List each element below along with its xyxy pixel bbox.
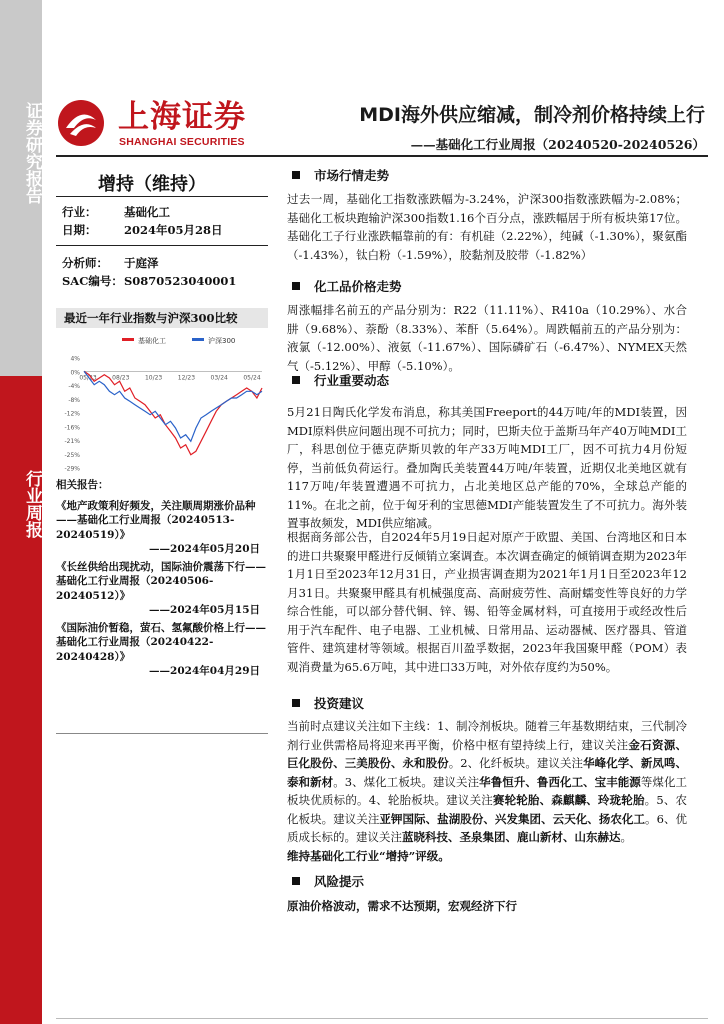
series-line-hs300 (84, 371, 262, 441)
section-title: 化工品价格走势 (314, 279, 402, 294)
meta-analyst (62, 255, 159, 271)
section-body (287, 897, 687, 916)
chart-svg (56, 330, 268, 474)
y-tick-label: -29% (64, 465, 80, 473)
rating-statement: 维持基础化工行业“增持”评级。 (287, 848, 450, 863)
news-paragraph-2: 根据商务部公告，自2024年5月19日起对原产于欧盟、美国、台湾地区和日本的进口共聚聚甲醛进行反倾销立案调查。本次调查确定的倾销调查期为2023年1月1日至2023年12月31日，产业损害调查期为2021年1月1日至2023年12月31日。共聚聚甲醛具有机械强度高、高耐疲劳性、高耐蠕变性等良好的力学综合性能，可以部分替代铜、锌、锡、铅等金属材料，可直接用于或经改性后用于汽车配件、电子电器、工业机械、日常用品、运动器械、医疗器具、管道管件、建筑建材等领域。根据百川盈孚数据，2023年我国聚甲醛（POM）表观消费量为65.6万吨，其中进口33万吨，对外依存度约为50%。 (287, 530, 687, 674)
risk-paragraph: 原油价格波动，需求不达预期，宏观经济下行 (287, 899, 517, 913)
x-tick-label: 10/23 (144, 374, 163, 382)
meta-industry-value: 基础化工 (124, 205, 170, 219)
section-body (287, 190, 687, 264)
related-item[interactable]: 《国际油价暂稳，萤石、氢氟酸价格上行——基础化工行业周报（20240422-20240428）》 (56, 621, 266, 663)
report-subtitle: ——基础化工行业周报（20240520-20240526） (410, 137, 705, 152)
meta-sac-value: S0870523040001 (124, 274, 237, 288)
related-date: ——2024年05月15日 (149, 604, 260, 616)
y-tick-label: 0% (70, 369, 80, 377)
x-tick-label: 05/24 (243, 374, 261, 382)
meta-industry (62, 204, 170, 220)
price-paragraph: 周涨幅排名前五的产品分别为：R22（11.11%）、R410a（10.29%）、水合肼（9.68%）、萘酚（8.33%）、苯酐（5.64%）。周跌幅前五的产品分别为：液氯（-12.00%）、液氨（-11.67%）、国际磷矿石（-6.47%）、NYMEX天然气（-5.12%）、甲醇（-5.10%）。 (287, 303, 687, 373)
section-heading (292, 277, 402, 295)
header-divider (56, 155, 708, 157)
section-bullet-icon (292, 171, 300, 179)
section-title: 市场行情走势 (314, 168, 390, 183)
logo-name-cn: 上海证券 (118, 99, 246, 135)
report-title: MDI海外供应缩减，制冷剂价格持续上行 (359, 104, 705, 126)
x-tick-label: 03/24 (210, 374, 228, 382)
section-bullet-icon (292, 877, 300, 885)
sidebar-report-type: 证券研究报告 (22, 102, 42, 204)
related-head: 相关报告： (56, 479, 109, 491)
related-divider (56, 733, 268, 734)
related-item[interactable]: 《地产政策利好频发，关注顺周期涨价品种——基础化工行业周报（20240513-20240519）》 (56, 499, 256, 541)
x-tick-label: 08/23 (112, 374, 130, 382)
section-heading (292, 166, 389, 184)
legend-swatch (192, 338, 204, 341)
sidebar (0, 0, 42, 1024)
legend-swatch (122, 338, 134, 341)
market-paragraph: 过去一周，基础化工指数涨跌幅为-3.24%，沪深300指数涨跌幅为-2.08%；基础化工板块跑输沪深300指数1.16个百分点，涨跌幅居于所有板块第17位。基础化工子行业涨跌幅靠前的有：有机硅（2.22%），纯碱（-1.30%），聚氨酯（-1.43%），钛白粉（-1.59%），胶黏剂及胶带（-1.82%） (287, 192, 687, 262)
meta-analyst-value: 于庭泽 (124, 256, 159, 270)
series-line-industry (84, 371, 262, 454)
section-body (287, 301, 687, 375)
x-tick-label: 12/23 (177, 374, 196, 382)
section-bullet-icon (292, 282, 300, 290)
news-paragraph-1: 5月21日陶氏化学发布消息，称其美国Freeport的44万吨/年的MDI装置，因MDI原料供应问题出现不可抗力；同时，巴斯夫位于盖斯马年产40万吨MDI工厂，科思创位于德克萨斯贝敦的年产33万吨MDI工厂，因不可抗力4月份短停，当前低负荷运行。叠加陶氏美装置44万吨/年装置，近期仅北美地区就有117万吨/年装置遭遇不可抗力，占北美地区总产能的70%，全球总产能的11%。在北之前，位于匈牙利的宝思德MDI产能装置发生了不可抗力。海外装置事故频发，MDI供应缩减。 (287, 405, 687, 530)
section-body (287, 717, 687, 865)
rating: 增持（维持） (98, 174, 206, 195)
x-tick-label: 05/23 (79, 374, 97, 382)
section-heading (292, 872, 364, 890)
logo-name-en: SHANGHAI SECURITIES (119, 136, 245, 148)
y-tick-label: -16% (64, 424, 80, 432)
meta-date-label: 日期： (62, 223, 97, 237)
section-heading (292, 694, 364, 712)
legend-label: 基础化工 (138, 337, 166, 345)
y-tick-label: -8% (68, 396, 80, 404)
y-tick-label: -21% (64, 438, 80, 445)
legend-label: 沪深300 (208, 337, 236, 345)
related-date: ——2024年05月20日 (149, 543, 260, 555)
index-chart (56, 302, 268, 472)
related-item[interactable]: 《长丝供给出现扰动，国际油价震荡下行——基础化工行业周报（20240506-20240512）》 (56, 560, 266, 602)
section-bullet-icon (292, 376, 300, 384)
section-body (287, 528, 687, 676)
meta-sac-label: SAC编号： (62, 274, 123, 288)
related-date: ——2024年04月29日 (149, 665, 260, 677)
section-title: 投资建议 (314, 696, 365, 711)
section-title: 风险提示 (314, 874, 365, 889)
chart-title: 最近一年行业指数与沪深300比较 (56, 308, 268, 328)
section-title: 行业重要动态 (314, 373, 390, 388)
y-tick-label: -12% (64, 410, 80, 418)
y-tick-label: -25% (64, 451, 80, 459)
footer-divider (56, 1018, 708, 1019)
meta-sac (62, 273, 236, 289)
logo-emblem-icon (56, 98, 106, 148)
logo (56, 98, 256, 152)
section-heading (292, 371, 389, 389)
meta-divider (56, 196, 268, 197)
meta-industry-label: 行业： (62, 205, 97, 219)
section-body (287, 403, 687, 533)
sidebar-category: 行业周报 (22, 470, 42, 538)
meta-divider (56, 245, 268, 246)
related-reports (56, 478, 268, 682)
meta-analyst-label: 分析师： (62, 256, 108, 270)
y-tick-label: -4% (68, 383, 80, 390)
meta-date (62, 222, 223, 238)
advice-paragraph: 当前时点建议关注如下主线：1、制冷剂板块。随着三年基数期结束，三代制冷剂行业供需格局将迎来再平衡，价格中枢有望持续上行，建议关注金石资源、巨化股份、三美股份、永和股份。2、化纤板块。建议关注华峰化学、新凤鸣、泰和新材。3、煤化工板块。建议关注华鲁恒升、鲁西化工、宝丰能源等煤化工板块优质标的。4、轮胎板块。建议关注赛轮轮胎、森麒麟、玲珑轮胎。5、农化板块。建议关注亚钾国际、盐湖股份、兴发集团、云天化、扬农化工。6、优质成长标的。建议关注蓝晓科技、圣泉集团、鹿山新材、山东赫达。 (287, 719, 688, 844)
y-tick-label: 4% (70, 355, 80, 363)
meta-date-value: 2024年05月28日 (124, 223, 223, 237)
section-bullet-icon (292, 699, 300, 707)
